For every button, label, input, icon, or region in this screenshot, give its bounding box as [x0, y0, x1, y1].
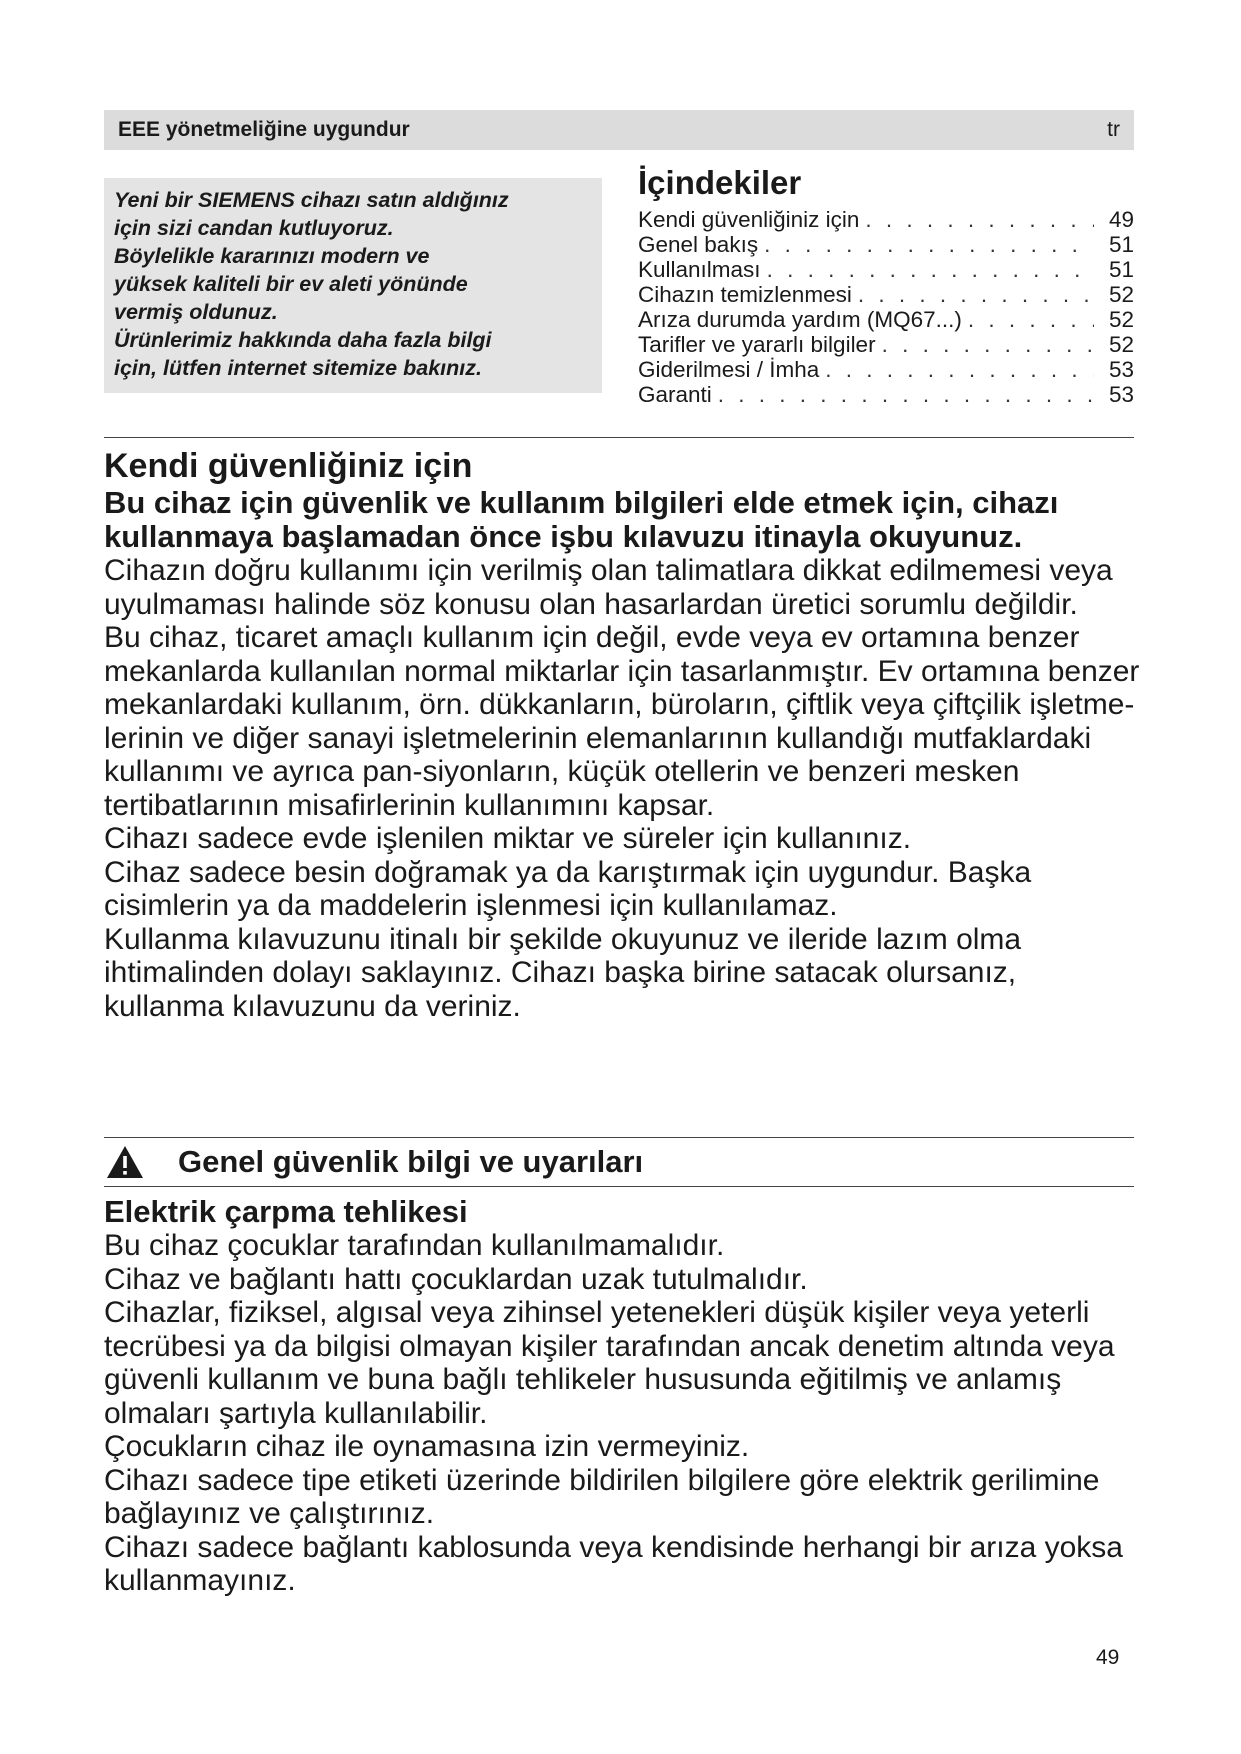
greeting-line: yüksek kaliteli bir ev aleti yönünde — [114, 272, 468, 296]
toc-entry-label: Tarifler ve yararlı bilgiler — [638, 332, 876, 357]
warning-triangle-icon — [106, 1145, 144, 1179]
toc-entry[interactable] — [638, 307, 1134, 332]
toc-entry-page: 52 — [1108, 307, 1134, 332]
toc-entry-page: 53 — [1108, 357, 1134, 382]
toc-leader-dots — [858, 282, 1094, 307]
greeting-box — [104, 178, 602, 393]
electric-paragraph: Cihaz ve bağlantı hattı çocuklardan uzak tutulmalıdır. — [104, 1262, 808, 1296]
greeting-line: Yeni bir SIEMENS cihazı satın aldığınız — [114, 188, 509, 212]
toc-entry[interactable] — [638, 382, 1134, 407]
toc-entry[interactable] — [638, 232, 1134, 257]
greeting-line: için sizi candan kutluyoruz. — [114, 216, 394, 240]
toc-leader-dots — [767, 257, 1094, 282]
toc-entry-page: 51 — [1108, 257, 1134, 282]
toc-entry-label: Cihazın temizlenmesi — [638, 282, 852, 307]
safety-heading: Kendi güvenliğiniz için — [104, 447, 473, 485]
safety-paragraph: Bu cihaz, ticaret amaçlı kullanım için değil, evde veya ev ortamına benzer mekanlarda kullanılan normal miktarlar için tasarlanmıştır. Ev ortamına benzer mekanlardaki kullanım, örn. dükkanların, büroların, çiftlik veya çiftçilik işletme-lerinin ve diğer sanayi işletmelerinin elemanlarının kullandığı mutfaklardaki kullanımı ve ayrıca pan-siyonların, küçük otellerin ve benzeri mesken tertibatlarının misafirlerinin kullanımını kapsar. — [104, 621, 1140, 822]
header-title: EEE yönetmeliğine uygundur — [118, 118, 410, 141]
safety-section — [104, 446, 1144, 1023]
electric-paragraph: Cihazlar, fiziksel, algısal veya zihinsel yetenekleri düşük kişiler veya yeterli tecrübesi ya da bilgisi olmayan kişiler tarafından ancak denetim altında veya güvenli kullanım ve buna bağlı tehlikeler hususunda eğitilmiş ve anlamış olmaları şartıyla kullanılabilir. — [104, 1296, 1115, 1430]
electric-paragraph: Bu cihaz çocuklar tarafından kullanılmamalıdır. — [104, 1229, 725, 1262]
toc-entry[interactable] — [638, 282, 1134, 307]
electric-shock-section — [104, 1195, 1144, 1598]
toc-entry-label: Genel bakış — [638, 232, 759, 257]
warning-heading-row — [104, 1140, 1134, 1184]
greeting-line: vermiş oldunuz. — [114, 300, 278, 324]
safety-lead: Bu cihaz için güvenlik ve kullanım bilgileri elde etmek için, cihazı kullanmaya başlamadan önce işbu kılavuzu itinayla okuyunuz. — [104, 485, 1059, 554]
toc-entry-page: 52 — [1108, 282, 1134, 307]
page-number: 49 — [1096, 1646, 1120, 1669]
toc-entry-page: 53 — [1108, 382, 1134, 407]
greeting-line: Ürünlerimiz hakkında daha fazla bilgi — [114, 328, 492, 352]
toc-leader-dots — [764, 232, 1094, 257]
toc-leader-dots — [865, 207, 1094, 232]
greeting-line: Böylelikle kararınızı modern ve — [114, 244, 430, 268]
warning-heading: Genel güvenlik bilgi ve uyarıları — [178, 1144, 644, 1179]
toc-leader-dots — [718, 382, 1094, 407]
section-divider — [104, 1186, 1134, 1187]
toc-leader-dots — [825, 357, 1094, 382]
toc-entry-label: Kendi güvenliğiniz için — [638, 207, 860, 232]
toc-entry-label: Kullanılması — [638, 257, 761, 282]
header-bar — [104, 110, 1134, 150]
toc-entry-label: Giderilmesi / İmha — [638, 357, 820, 382]
toc-entry[interactable] — [638, 357, 1134, 382]
toc-entry[interactable] — [638, 207, 1134, 232]
toc-leader-dots — [968, 307, 1094, 332]
electric-paragraph: Cihazı sadece tipe etiketi üzerinde bildirilen bilgilere göre elektrik gerilimine bağlayınız ve çalıştırınız. — [104, 1463, 1100, 1530]
table-of-contents — [638, 163, 1134, 407]
section-divider — [104, 1137, 1134, 1138]
toc-entry-page: 51 — [1108, 232, 1134, 257]
toc-entry-page: 49 — [1108, 207, 1134, 232]
safety-paragraph: Kullanma kılavuzunu itinalı bir şekilde okuyunuz ve ileride lazım olma ihtimalinden dolayı saklayınız. Cihazı başka birine satacak olursanız, kullanma kılavuzunu da veriniz. — [104, 922, 1022, 1023]
toc-leader-dots — [882, 332, 1094, 357]
electric-paragraph: Çocukların cihaz ile oynamasına izin vermeyiniz. — [104, 1430, 750, 1463]
safety-paragraph: Cihaz sadece besin doğramak ya da karıştırmak için uygundur. Başka cisimlerin ya da maddelerin işlenmesi için kullanılamaz. — [104, 855, 1032, 922]
section-divider — [104, 437, 1134, 438]
toc-entry[interactable] — [638, 257, 1134, 282]
toc-title: İçindekiler — [638, 164, 802, 201]
toc-entry[interactable] — [638, 332, 1134, 357]
greeting-line: için, lütfen internet sitemize bakınız. — [114, 356, 482, 380]
electric-shock-heading: Elektrik çarpma tehlikesi — [104, 1194, 468, 1229]
toc-entry-label: Garanti — [638, 382, 712, 407]
toc-entry-page: 52 — [1108, 332, 1134, 357]
safety-paragraph: Cihazın doğru kullanımı için verilmiş olan talimatlara dikkat edilmemesi veya uyulmaması halinde söz konusu olan hasarlardan üretici sorumlu değildir. — [104, 554, 1113, 621]
safety-paragraph: Cihazı sadece evde işlenilen miktar ve süreler için kullanınız. — [104, 822, 912, 855]
language-code: tr — [1107, 118, 1120, 141]
toc-entry-label: Arıza durumda yardım (MQ67...) — [638, 307, 962, 332]
electric-paragraph: Cihazı sadece bağlantı kablosunda veya kendisinde herhangi bir arıza yoksa kullanmayınız. — [104, 1530, 1123, 1597]
